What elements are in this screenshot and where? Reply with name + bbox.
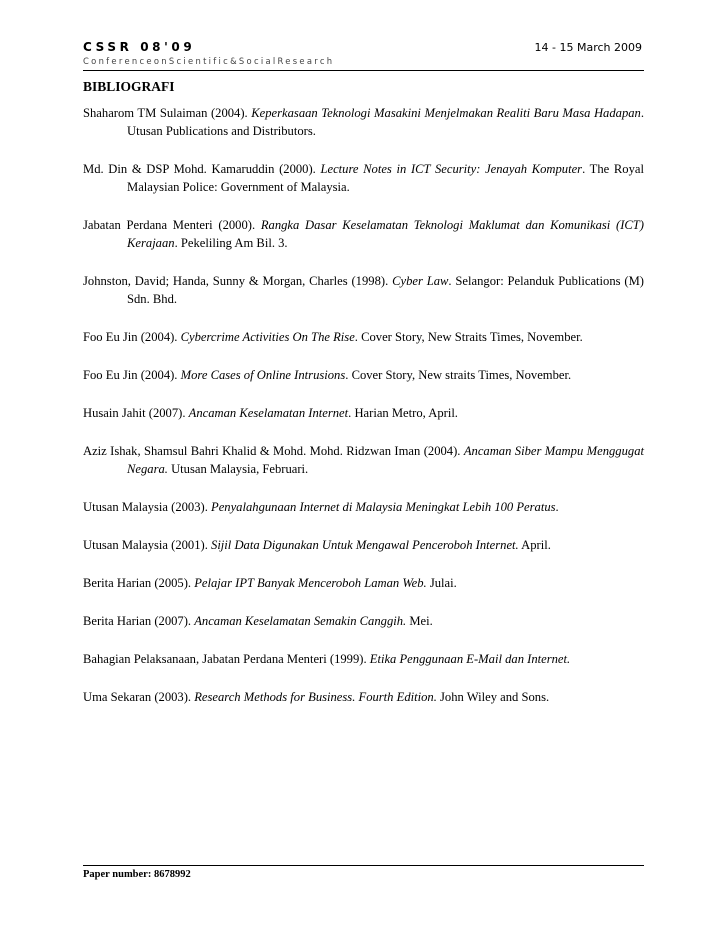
entry-publisher: . Utusan Publications and Distributors. [127, 106, 644, 138]
bibliography-entry [83, 688, 644, 706]
bibliography-entry [83, 650, 644, 668]
entry-title: Research Methods for Business. Fourth Edition. [194, 690, 437, 704]
entry-title: Rangka Dasar Keselamatan Teknologi Maklumat dan Komunikasi (ICT) Kerajaan [127, 218, 644, 250]
entry-authors: Jabatan Perdana Menteri (2000). [83, 218, 261, 232]
entry-publisher: Utusan Malaysia, Februari. [167, 462, 309, 476]
entry-authors: Utusan Malaysia (2003). [83, 500, 212, 514]
section-title: BIBLIOGRAFI [83, 79, 175, 94]
entry-authors: Aziz Ishak, Shamsul Bahri Khalid & Mohd. Mohd. Ridzwan Iman (2004). [83, 444, 464, 458]
entry-publisher: . Harian Metro, April. [348, 406, 458, 420]
footer-divider [83, 865, 644, 866]
entry-title: Ancaman Keselamatan Semakin Canggih. [194, 614, 407, 628]
entry-title: Sijil Data Digunakan Untuk Mengawal Penceroboh Internet. [211, 538, 519, 552]
entry-authors: Husain Jahit (2007). [83, 406, 189, 420]
bibliography-entry [83, 612, 644, 630]
entry-authors: Uma Sekaran (2003). [83, 690, 195, 704]
paper-number: Paper number: 8678992 [83, 869, 191, 880]
bibliography-list [83, 104, 644, 726]
entry-publisher: John Wiley and Sons. [436, 690, 550, 704]
entry-authors: Md. Din & DSP Mohd. Kamaruddin (2000). [83, 162, 321, 176]
entry-title: Etika Penggunaan E-Mail dan Internet. [369, 652, 571, 666]
entry-authors: Berita Harian (2007). [83, 614, 195, 628]
entry-authors: Utusan Malaysia (2001). [83, 538, 212, 552]
entry-publisher: Julai. [426, 576, 457, 590]
entry-authors: Bahagian Pelaksanaan, Jabatan Perdana Menteri (1999). [83, 652, 370, 666]
entry-title: Cyber Law [392, 274, 449, 288]
entry-publisher: April. [518, 538, 551, 552]
conference-name: ConferenceonScientific&SocialResearch [83, 56, 335, 66]
bibliography-entry [83, 536, 644, 554]
entry-publisher: . Pekeliling Am Bil. 3. [174, 236, 288, 250]
entry-title: Keperkasaan Teknologi Masakini Menjelmakan Realiti Baru Masa Hadapan [251, 106, 641, 120]
entry-publisher: . The Royal Malaysian Police: Government of Malaysia. [127, 162, 644, 194]
entry-publisher: . [555, 500, 559, 514]
conference-code: CSSR 08'09 [83, 40, 196, 54]
header-divider [83, 70, 644, 71]
entry-publisher: Mei. [406, 614, 433, 628]
entry-title: Lecture Notes in ICT Security: Jenayah Komputer [320, 162, 583, 176]
bibliography-entry [83, 216, 644, 252]
bibliography-entry [83, 442, 644, 478]
entry-title: Ancaman Siber Mampu Menggugat Negara. [127, 444, 644, 476]
entry-authors: Johnston, David; Handa, Sunny & Morgan, Charles (1998). [83, 274, 393, 288]
bibliography-entry [83, 366, 644, 384]
bibliography-entry [83, 272, 644, 308]
entry-title: More Cases of Online Intrusions [180, 368, 346, 382]
entry-title: Ancaman Keselamatan Internet [188, 406, 349, 420]
entry-title: Cybercrime Activities On The Rise [180, 330, 355, 344]
bibliography-entry [83, 574, 644, 592]
conference-date: 14 - 15 March 2009 [534, 41, 642, 54]
entry-publisher: . Cover Story, New Straits Times, November. [354, 330, 583, 344]
entry-authors: Shaharom TM Sulaiman (2004). [83, 106, 252, 120]
bibliography-entry [83, 160, 644, 196]
entry-title: Pelajar IPT Banyak Menceroboh Laman Web. [194, 576, 427, 590]
entry-authors: Foo Eu Jin (2004). [83, 330, 181, 344]
bibliography-entry [83, 104, 644, 140]
bibliography-entry [83, 328, 644, 346]
bibliography-entry [83, 498, 644, 516]
entry-authors: Foo Eu Jin (2004). [83, 368, 181, 382]
entry-authors: Berita Harian (2005). [83, 576, 195, 590]
entry-title: Penyalahgunaan Internet di Malaysia Meningkat Lebih 100 Peratus [211, 500, 556, 514]
entry-publisher: . Selangor: Pelanduk Publications (M) Sdn. Bhd. [127, 274, 644, 306]
entry-publisher: . Cover Story, New straits Times, November. [345, 368, 572, 382]
bibliography-entry [83, 404, 644, 422]
